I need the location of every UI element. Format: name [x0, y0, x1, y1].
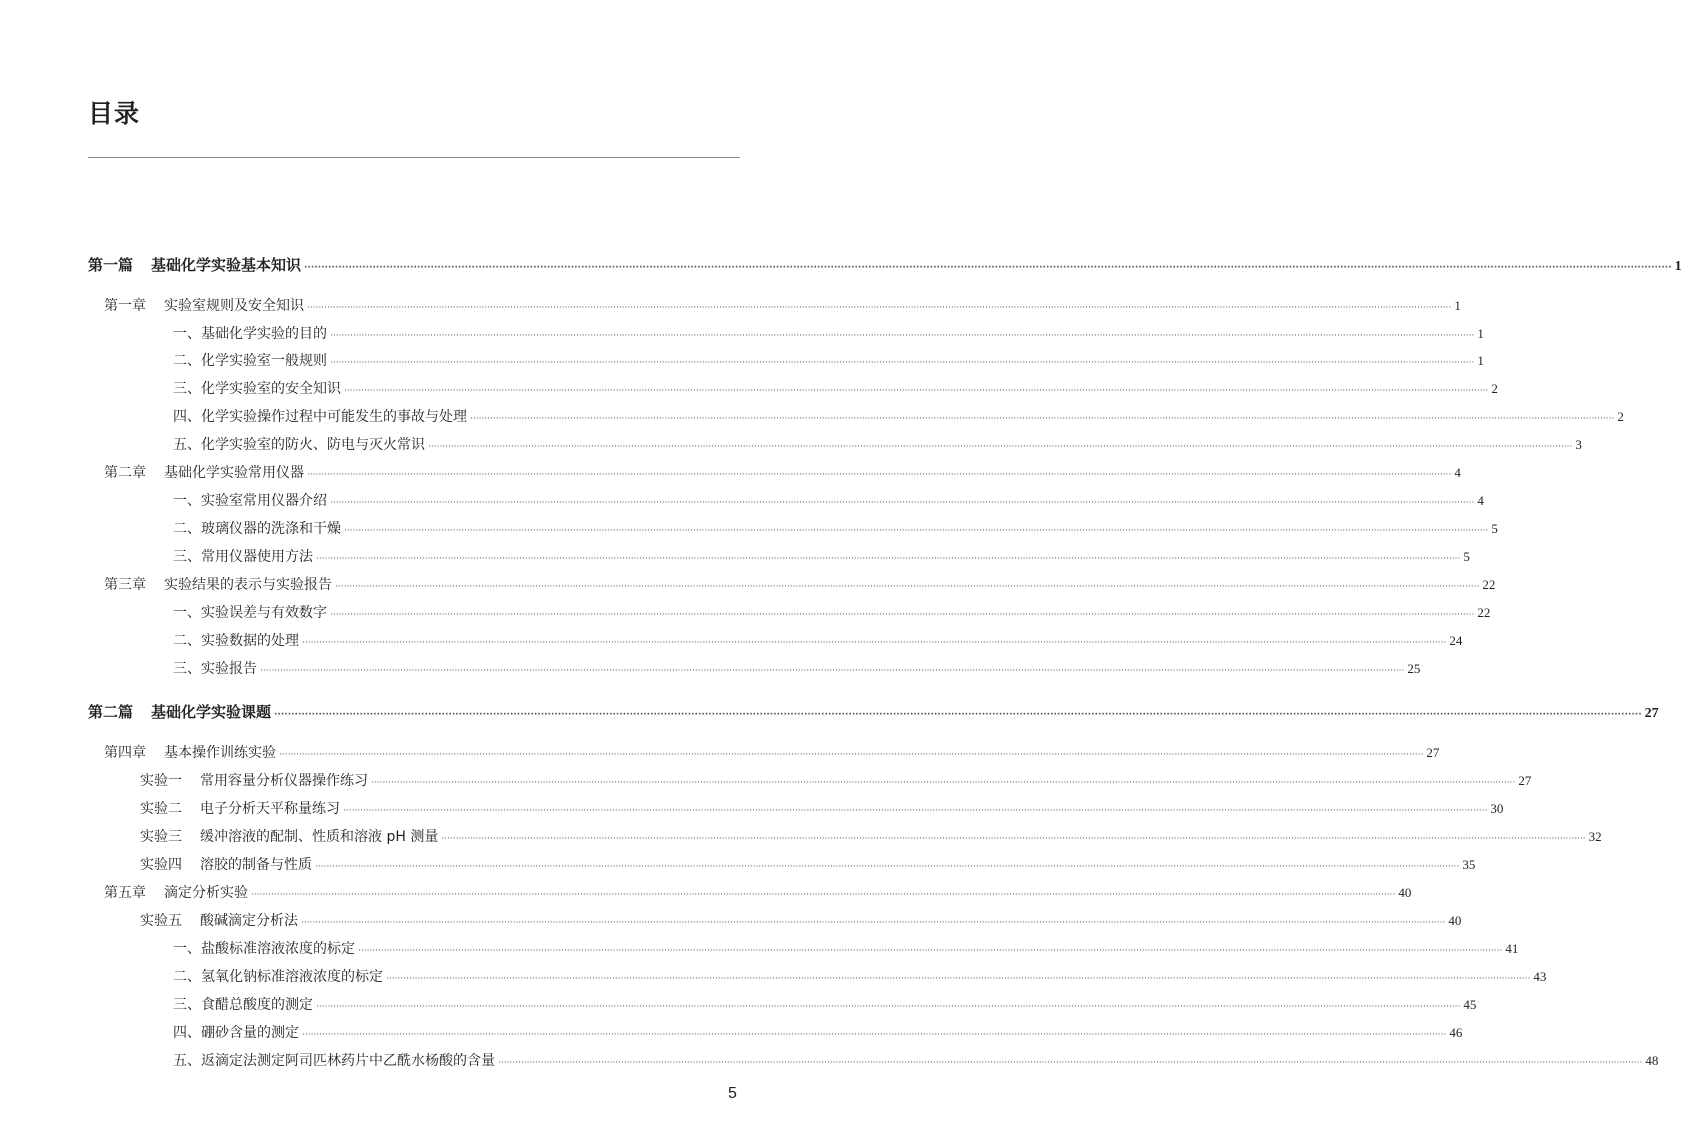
toc-entry-experiment[interactable] — [140, 798, 1504, 822]
toc-entry-text: 二、化学实验室一般规则 — [173, 353, 327, 369]
page-number: 5 — [728, 1085, 737, 1102]
toc-entry-page: 2 — [1617, 409, 1624, 424]
toc-entry-text: 四、化学实验操作过程中可能发生的事故与处理 — [173, 409, 467, 425]
toc-entry-label: 第四章 — [104, 745, 146, 761]
toc-entry-page: 40 — [1448, 913, 1462, 928]
toc-entry-text: 二、实验数据的处理 — [173, 633, 299, 649]
toc-entry-text: 一、实验误差与有效数字 — [173, 605, 327, 621]
toc-entry-title — [173, 994, 313, 1016]
toc-entry-label: 实验五 — [140, 913, 182, 929]
toc-entry-title — [173, 323, 327, 345]
toc-entry-page: 5 — [1463, 549, 1470, 564]
toc-entry-title — [88, 254, 301, 276]
toc-entry-text: 五、化学实验室的防火、防电与灭火常识 — [173, 437, 425, 453]
toc-entry-text: 实验室规则及安全知识 — [164, 298, 304, 314]
dot-leader: ················································································································································································································································································································································································································ — [498, 1058, 1643, 1068]
toc-entry-section[interactable] — [173, 994, 1477, 1018]
toc-entry-title — [140, 826, 438, 848]
toc-entry-part[interactable] — [88, 254, 1682, 279]
toc-entry-page: 4 — [1477, 493, 1484, 508]
toc-entry-chapter[interactable] — [104, 295, 1461, 319]
dot-leader: ················································································································································································································································································································································································································ — [302, 1030, 1447, 1040]
dot-leader: ················································································································································································································································································································································································································ — [316, 1002, 1461, 1012]
toc-entry-text: 五、返滴定法测定阿司匹林药片中乙酰水杨酸的含量 — [173, 1053, 495, 1069]
toc-entry-text: 缓冲溶液的配制、性质和溶液 pH 测量 — [200, 829, 439, 845]
toc-entry-title — [173, 602, 327, 624]
toc-entry-text: 电子分析天平称量练习 — [200, 801, 340, 817]
toc-entry-page: 1 — [1674, 259, 1682, 274]
toc-entry-page: 1 — [1477, 353, 1484, 368]
toc-entry-section[interactable] — [173, 350, 1484, 374]
dot-leader: ················································································································································································································································································································································································································ — [279, 750, 1424, 760]
toc-entry-title — [104, 742, 276, 764]
toc-entry-title — [140, 910, 298, 932]
toc-entry-label: 实验二 — [140, 801, 182, 817]
toc-entry-text: 基本操作训练实验 — [164, 745, 276, 761]
toc-entry-page: 27 — [1518, 773, 1532, 788]
toc-entry-page: 3 — [1575, 437, 1582, 452]
toc-entry-title — [173, 546, 313, 568]
toc-entry-title — [140, 770, 368, 792]
toc-entry-text: 滴定分析实验 — [164, 885, 248, 901]
toc-entry-title — [173, 658, 257, 680]
toc-entry-title — [104, 574, 332, 596]
toc-entry-title — [173, 630, 299, 652]
dot-leader: ················································································································································································································································································································································································································ — [428, 442, 1573, 452]
dot-leader: ················································································································································································································································································································································································································ — [330, 498, 1475, 508]
dot-leader: ················································································································································································································································································································································································································ — [304, 263, 1672, 273]
dot-leader: ················································································································································································································································································································································································································ — [343, 806, 1488, 816]
toc-entry-title — [88, 701, 271, 723]
toc-entry-text: 三、常用仪器使用方法 — [173, 549, 313, 565]
toc-entry-section[interactable] — [173, 378, 1498, 402]
dot-leader: ················································································································································································································································································································································································································ — [386, 974, 1531, 984]
dot-leader: ················································································································································································································································································································································································································ — [330, 610, 1475, 620]
dot-leader: ················································································································································································································································································································································································································ — [307, 470, 1452, 480]
toc-entry-title — [173, 1022, 299, 1044]
toc-entry-title — [173, 434, 425, 456]
toc-entry-text: 常用容量分析仪器操作练习 — [200, 773, 368, 789]
dot-leader: ················································································································································································································································································································································································································ — [371, 778, 1516, 788]
dot-leader: ················································································································································································································································································································································································································ — [330, 358, 1475, 368]
toc-entry-title — [104, 295, 304, 317]
toc-entry-page: 22 — [1482, 577, 1496, 592]
toc-entry-chapter[interactable] — [104, 574, 1496, 598]
toc-entry-page: 1 — [1454, 298, 1461, 313]
dot-leader: ················································································································································································································································································································································································································ — [302, 638, 1447, 648]
toc-entry-text: 一、基础化学实验的目的 — [173, 326, 327, 342]
toc-entry-label: 第一篇 — [88, 256, 134, 274]
toc-entry-section[interactable] — [173, 434, 1582, 458]
toc-entry-page: 27 — [1426, 745, 1440, 760]
dot-leader: ················································································································································································································································································································································································································ — [441, 834, 1586, 844]
toc-entry-title — [104, 462, 304, 484]
dot-leader: ················································································································································································································································································································································································································ — [335, 582, 1480, 592]
toc-entry-page: 43 — [1533, 969, 1547, 984]
toc-entry-page: 27 — [1644, 706, 1659, 721]
toc-entry-text: 四、硼砂含量的测定 — [173, 1025, 299, 1041]
toc-entry-text: 二、玻璃仪器的洗涤和干燥 — [173, 521, 341, 537]
dot-leader: ················································································································································································································································································································································································································ — [358, 946, 1503, 956]
dot-leader: ················································································································································································································································································································································································································ — [344, 386, 1489, 396]
toc-entry-experiment[interactable] — [140, 770, 1532, 794]
toc-entry-page: 1 — [1477, 326, 1484, 341]
toc-entry-page: 32 — [1588, 829, 1602, 844]
toc-entry-section[interactable] — [173, 518, 1498, 542]
dot-leader: ················································································································································································································································································································································································································ — [316, 554, 1461, 564]
toc-entry-page: 22 — [1477, 605, 1491, 620]
toc-entry-label: 第三章 — [104, 577, 146, 593]
toc-entry-section[interactable] — [173, 546, 1470, 570]
toc-entry-text: 三、食醋总酸度的测定 — [173, 997, 313, 1013]
toc-entry-page: 40 — [1398, 885, 1412, 900]
toc-entry-label: 第二章 — [104, 465, 146, 481]
toc-entry-text: 一、实验室常用仪器介绍 — [173, 493, 327, 509]
dot-leader: ················································································································································································································································································································································································································ — [301, 918, 1446, 928]
toc-entry-page: 45 — [1463, 997, 1477, 1012]
dot-leader: ················································································································································································································································································································································································································ — [330, 331, 1475, 341]
toc-entry-page: 2 — [1491, 381, 1498, 396]
toc-entry-section[interactable] — [173, 658, 1421, 682]
dot-leader: ················································································································································································································································································································································································································ — [307, 303, 1452, 313]
toc-entry-section[interactable] — [173, 1022, 1463, 1046]
toc-entry-title — [104, 882, 248, 904]
toc-entry-title — [140, 854, 312, 876]
toc-entry-section[interactable] — [173, 490, 1484, 514]
page-title: 目录 — [88, 99, 141, 128]
toc-entry-title — [173, 1050, 495, 1072]
toc-entry-section[interactable] — [173, 323, 1484, 347]
toc-entry-page: 24 — [1449, 633, 1463, 648]
toc-entry-page: 4 — [1454, 465, 1461, 480]
toc-entry-part[interactable] — [88, 701, 1659, 726]
toc-entry-title — [173, 406, 467, 428]
toc-entry-text: 二、氢氧化钠标准溶液浓度的标定 — [173, 969, 383, 985]
toc-entry-title — [140, 798, 340, 820]
toc-entry-label: 实验四 — [140, 857, 182, 873]
toc-entry-text: 三、化学实验室的安全知识 — [173, 381, 341, 397]
toc-entry-page: 48 — [1645, 1053, 1659, 1068]
toc-entry-section[interactable] — [173, 406, 1624, 430]
toc-entry-page: 41 — [1505, 941, 1519, 956]
toc-entry-section[interactable] — [173, 602, 1491, 626]
toc-entry-text: 一、盐酸标准溶液浓度的标定 — [173, 941, 355, 957]
toc-entry-label: 第二篇 — [88, 703, 134, 721]
dot-leader: ················································································································································································································································································································································································································ — [251, 890, 1396, 900]
toc-entry-section[interactable] — [173, 938, 1519, 962]
toc-entry-page: 30 — [1490, 801, 1504, 816]
toc-entry-chapter[interactable] — [104, 462, 1461, 486]
toc-entry-label: 实验三 — [140, 829, 182, 845]
dot-leader: ················································································································································································································································································································································································································ — [260, 666, 1405, 676]
toc-entry-chapter[interactable] — [104, 882, 1412, 906]
dot-leader: ················································································································································································································································································································································································································ — [274, 710, 1642, 720]
toc-entry-page: 25 — [1407, 661, 1421, 676]
dot-leader: ················································································································································································································································································································································································································ — [315, 862, 1460, 872]
toc-entry-page: 5 — [1491, 521, 1498, 536]
toc-entry-text: 基础化学实验课题 — [151, 703, 272, 721]
toc-entry-text: 基础化学实验基本知识 — [151, 256, 302, 274]
toc-entry-title — [173, 518, 341, 540]
toc-entry-section[interactable] — [173, 1050, 1659, 1074]
toc-entry-title — [173, 490, 327, 512]
toc-entry-text: 三、实验报告 — [173, 661, 257, 677]
toc-entry-title — [173, 350, 327, 372]
toc-entry-experiment[interactable] — [140, 854, 1476, 878]
toc-entry-title — [173, 378, 341, 400]
toc-entry-text: 基础化学实验常用仪器 — [164, 465, 304, 481]
toc-entry-text: 溶胶的制备与性质 — [200, 857, 312, 873]
toc-entry-title — [173, 938, 355, 960]
toc-entry-chapter[interactable] — [104, 742, 1440, 766]
toc-entry-text: 酸碱滴定分析法 — [200, 913, 298, 929]
toc-entry-page: 46 — [1449, 1025, 1463, 1040]
dot-leader: ················································································································································································································································································································································································································ — [470, 414, 1615, 424]
dot-leader: ················································································································································································································································································································································································································ — [344, 526, 1489, 536]
toc-entry-section[interactable] — [173, 630, 1463, 654]
toc-entry-text: 实验结果的表示与实验报告 — [164, 577, 332, 593]
toc-entry-title — [173, 966, 383, 988]
toc-entry-experiment[interactable] — [140, 910, 1462, 934]
toc-entry-label: 第一章 — [104, 298, 146, 314]
toc-entry-section[interactable] — [173, 966, 1547, 990]
toc-entry-label: 实验一 — [140, 773, 182, 789]
toc-entry-experiment[interactable] — [140, 826, 1602, 850]
toc-entry-page: 35 — [1462, 857, 1476, 872]
toc-entry-label: 第五章 — [104, 885, 146, 901]
